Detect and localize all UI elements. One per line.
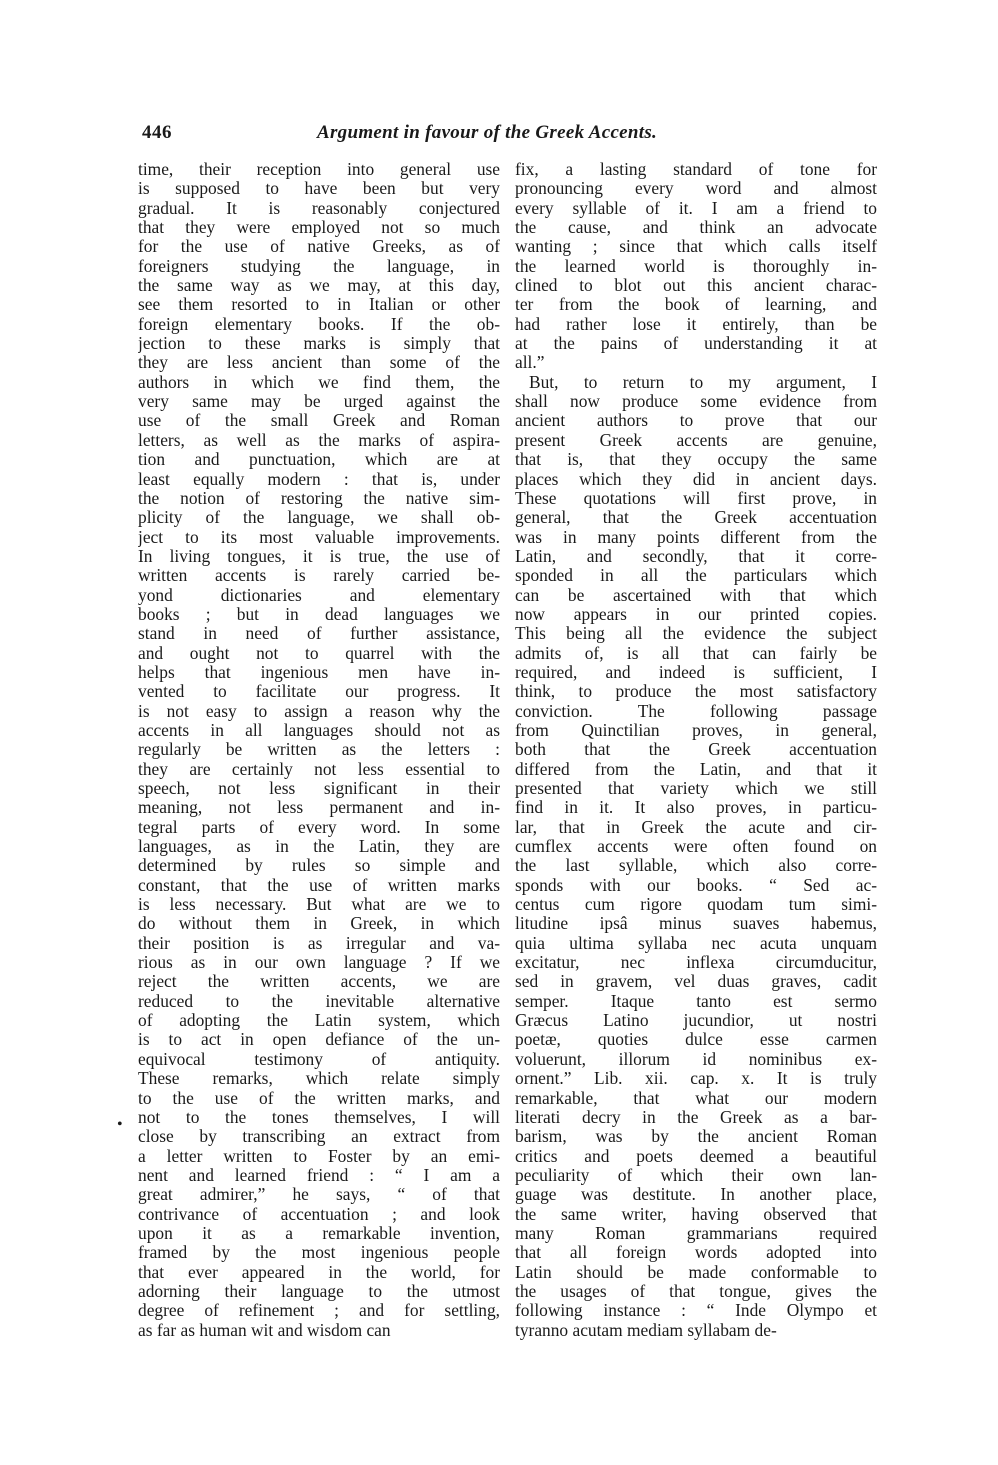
text-line: But, to return to my argument, I [529,372,877,392]
text-line: time, their reception into general use [138,160,500,179]
text-line: ject to its most valuable improvements. [138,527,500,547]
text-line: think, to produce the most satisfactory [515,682,877,702]
text-line: voluerunt, illorum id nominibus ex- [515,1049,877,1069]
text-line: that all foreign words adopted into [515,1243,877,1263]
text-line: presented that variety which we still [515,779,877,798]
text-line: Græcus Latino jucundior, ut nostri [515,1011,877,1031]
text-line: use of the small Greek and Roman [138,411,500,431]
text-line: semper. Itaque tanto est sermo [515,991,877,1011]
text-line: reject the written accents, we are [138,972,500,992]
text-line: sponded in all the particulars which [515,566,877,586]
text-line: quia ultima syllaba nec acuta unquam [515,933,877,953]
text-line: is to act in open defiance of the un- [138,1030,500,1050]
text-line: is supposed to have been but very [138,179,500,199]
text-line: regularly be written as the letters : [138,740,500,760]
text-line: both that the Greek accentuation [515,740,877,760]
text-line: pronouncing every word and almost [515,179,877,199]
text-line: sponds with our books. “ Sed ac- [515,875,877,895]
text-line: they are less ancient than some of the [138,353,500,373]
text-line: meaning, not less permanent and in- [138,798,500,818]
text-line: authors in which we find them, the [138,372,500,392]
text-line: conviction. The following passage [515,701,877,721]
text-line: can be ascertained with that which [515,585,877,605]
text-line: had rather lose it entirely, than be [515,314,877,334]
text-line: framed by the most ingenious people [138,1243,500,1263]
text-line: helps that ingenious men have in- [138,662,500,682]
text-line: was in many points different from the [515,527,877,547]
text-line: speech, not less significant in their [138,779,500,798]
text-line: they are certainly not less essential to [138,759,500,779]
text-line: tyranno acutam mediam syllabam de- [515,1320,777,1340]
text-line: find in it. It also proves, in particu- [515,798,877,818]
text-line: determined by rules so simple and [138,856,500,876]
text-line: their position is as irregular and va- [138,933,500,953]
text-line: upon it as a remarkable invention, [138,1223,500,1243]
text-line: tegral parts of every word. In some [138,817,500,837]
text-line: to the use of the written marks, and [138,1088,500,1108]
text-line: rious as in our own language ? If we [138,953,500,973]
text-line: sed in gravem, vel duas graves, cadit [515,972,877,992]
text-line: ancient authors to prove that our [515,411,877,431]
text-line: equivocal testimony of antiquity. [138,1049,500,1069]
text-line: guage was destitute. In another place, [515,1185,877,1205]
text-line: lar, that in Greek the acute and cir- [515,817,877,837]
text-line: critics and poets deemed a beautiful [515,1146,877,1166]
text-line: for the use of native Greeks, as of [138,237,500,257]
text-line: reduced to the inevitable alternative [138,991,500,1011]
text-line: present Greek accents are genuine, [515,430,877,450]
text-line: nent and learned friend : “ I am a [138,1165,500,1185]
text-line: languages, as in the Latin, they are [138,837,500,857]
text-line: the same way as we may, at this day, [138,276,500,296]
text-line: tion and punctuation, which are at [138,450,500,470]
text-line: yond dictionaries and elementary [138,585,500,605]
text-line: letters, as well as the marks of aspira- [138,430,500,450]
text-line: These remarks, which relate simply [138,1069,500,1089]
text-line: the last syllable, which also corre- [515,856,877,876]
text-line: general, that the Greek accentuation [515,508,877,528]
text-line: shall now produce some evidence from [515,392,877,412]
text-line: great admirer,” he says, “ of that [138,1185,500,1205]
text-line: not to the tones themselves, I will [138,1107,500,1127]
text-line: at the pains of understanding it at [515,334,877,354]
margin-mark: • [117,1116,123,1133]
text-line: In living tongues, it is true, the use of [138,546,500,566]
text-line: Latin, and secondly, that it corre- [515,546,877,566]
text-line: excitatur, nec inflexa circumducitur, [515,953,877,973]
text-line: This being all the evidence the subject [515,624,877,644]
text-line: remarkable, that what our modern [515,1088,877,1108]
text-line: degree of refinement ; and for settling, [138,1301,500,1321]
text-line: do without them in Greek, in which [138,914,500,934]
text-line: close by transcribing an extract from [138,1127,500,1147]
text-line: contrivance of accentuation ; and look [138,1204,500,1224]
text-line: that ever appeared in the world, for [138,1262,500,1282]
text-line: stand in need of further assistance, [138,624,500,644]
text-line: peculiarity of which their own lan- [515,1165,877,1185]
text-line: differed from the Latin, and that it [515,759,877,779]
text-line: every syllable of it. I am a friend to [515,198,877,218]
text-line: foreigners studying the language, in [138,256,500,276]
text-line: is not easy to assign a reason why the [138,701,500,721]
text-line: These quotations will first prove, in [515,488,877,508]
page-number: 446 [142,122,172,143]
text-line: and ought not to quarrel with the [138,643,500,663]
text-line: required, and indeed is sufficient, I [515,662,877,682]
text-line: ornent.” Lib. xii. cap. x. It is truly [515,1069,877,1089]
text-line: fix, a lasting standard of tone for [515,160,877,179]
text-line: wanting ; since that which calls itself [515,237,877,257]
text-line: the notion of restoring the native sim- [138,488,500,508]
text-line: Latin should be made conformable to [515,1262,877,1282]
text-line: jection to these marks is simply that [138,334,500,354]
right-column [515,160,877,1340]
text-line: that they were employed not so much [138,218,500,238]
text-line: cumflex accents were often found on [515,837,877,857]
text-line: accents in all languages should not as [138,720,500,740]
text-line: is less necessary. But what are we to [138,895,500,915]
text-line: the learned world is thoroughly in- [515,256,877,276]
text-line: the same writer, having observed that [515,1204,877,1224]
text-line: adorning their language to the utmost [138,1281,500,1301]
text-line: admits of, is all that can fairly be [515,643,877,663]
text-line: now appears in our printed copies. [515,604,877,624]
text-line: gradual. It is reasonably conjectured [138,198,500,218]
text-line: that is, that they occupy the same [515,450,877,470]
text-line: centus cum rigore quodam tum simi- [515,895,877,915]
text-line: from Quinctilian proves, in general, [515,720,877,740]
text-line: places which they did in ancient days. [515,469,877,489]
text-line: very same may be urged against the [138,392,500,412]
text-line: literati decry in the Greek as a bar- [515,1107,877,1127]
text-line: all.” [515,353,545,373]
text-line: vented to facilitate our progress. It [138,682,500,702]
text-line: a letter written to Foster by an emi- [138,1146,500,1166]
text-line: constant, that the use of written marks [138,875,500,895]
text-line: ter from the book of learning, and [515,295,877,315]
left-column [138,160,500,1340]
running-title: Argument in favour of the Greek Accents. [317,122,658,143]
text-line: see them resorted to in Italian or other [138,295,500,315]
text-line: books ; but in dead languages we [138,604,500,624]
text-line: the usages of that tongue, gives the [515,1281,877,1301]
text-line: many Roman grammarians required [515,1223,877,1243]
text-line: least equally modern : that is, under [138,469,500,489]
text-line: the cause, and think an advocate [515,218,877,238]
page-header [142,122,877,148]
text-line: poetæ, quoties dulce esse carmen [515,1030,877,1050]
text-line: following instance : “ Inde Olympo et [515,1301,877,1321]
text-line: foreign elementary books. If the ob- [138,314,500,334]
text-line: litudine ipsâ minus suaves habemus, [515,914,877,934]
text-line: clined to blot out this ancient charac- [515,276,877,296]
text-line: plicity of the language, we shall ob- [138,508,500,528]
text-line: barism, was by the ancient Roman [515,1127,877,1147]
text-line: written accents is rarely carried be- [138,566,500,586]
text-line: of adopting the Latin system, which [138,1011,500,1031]
text-line: as far as human wit and wisdom can [138,1320,391,1340]
